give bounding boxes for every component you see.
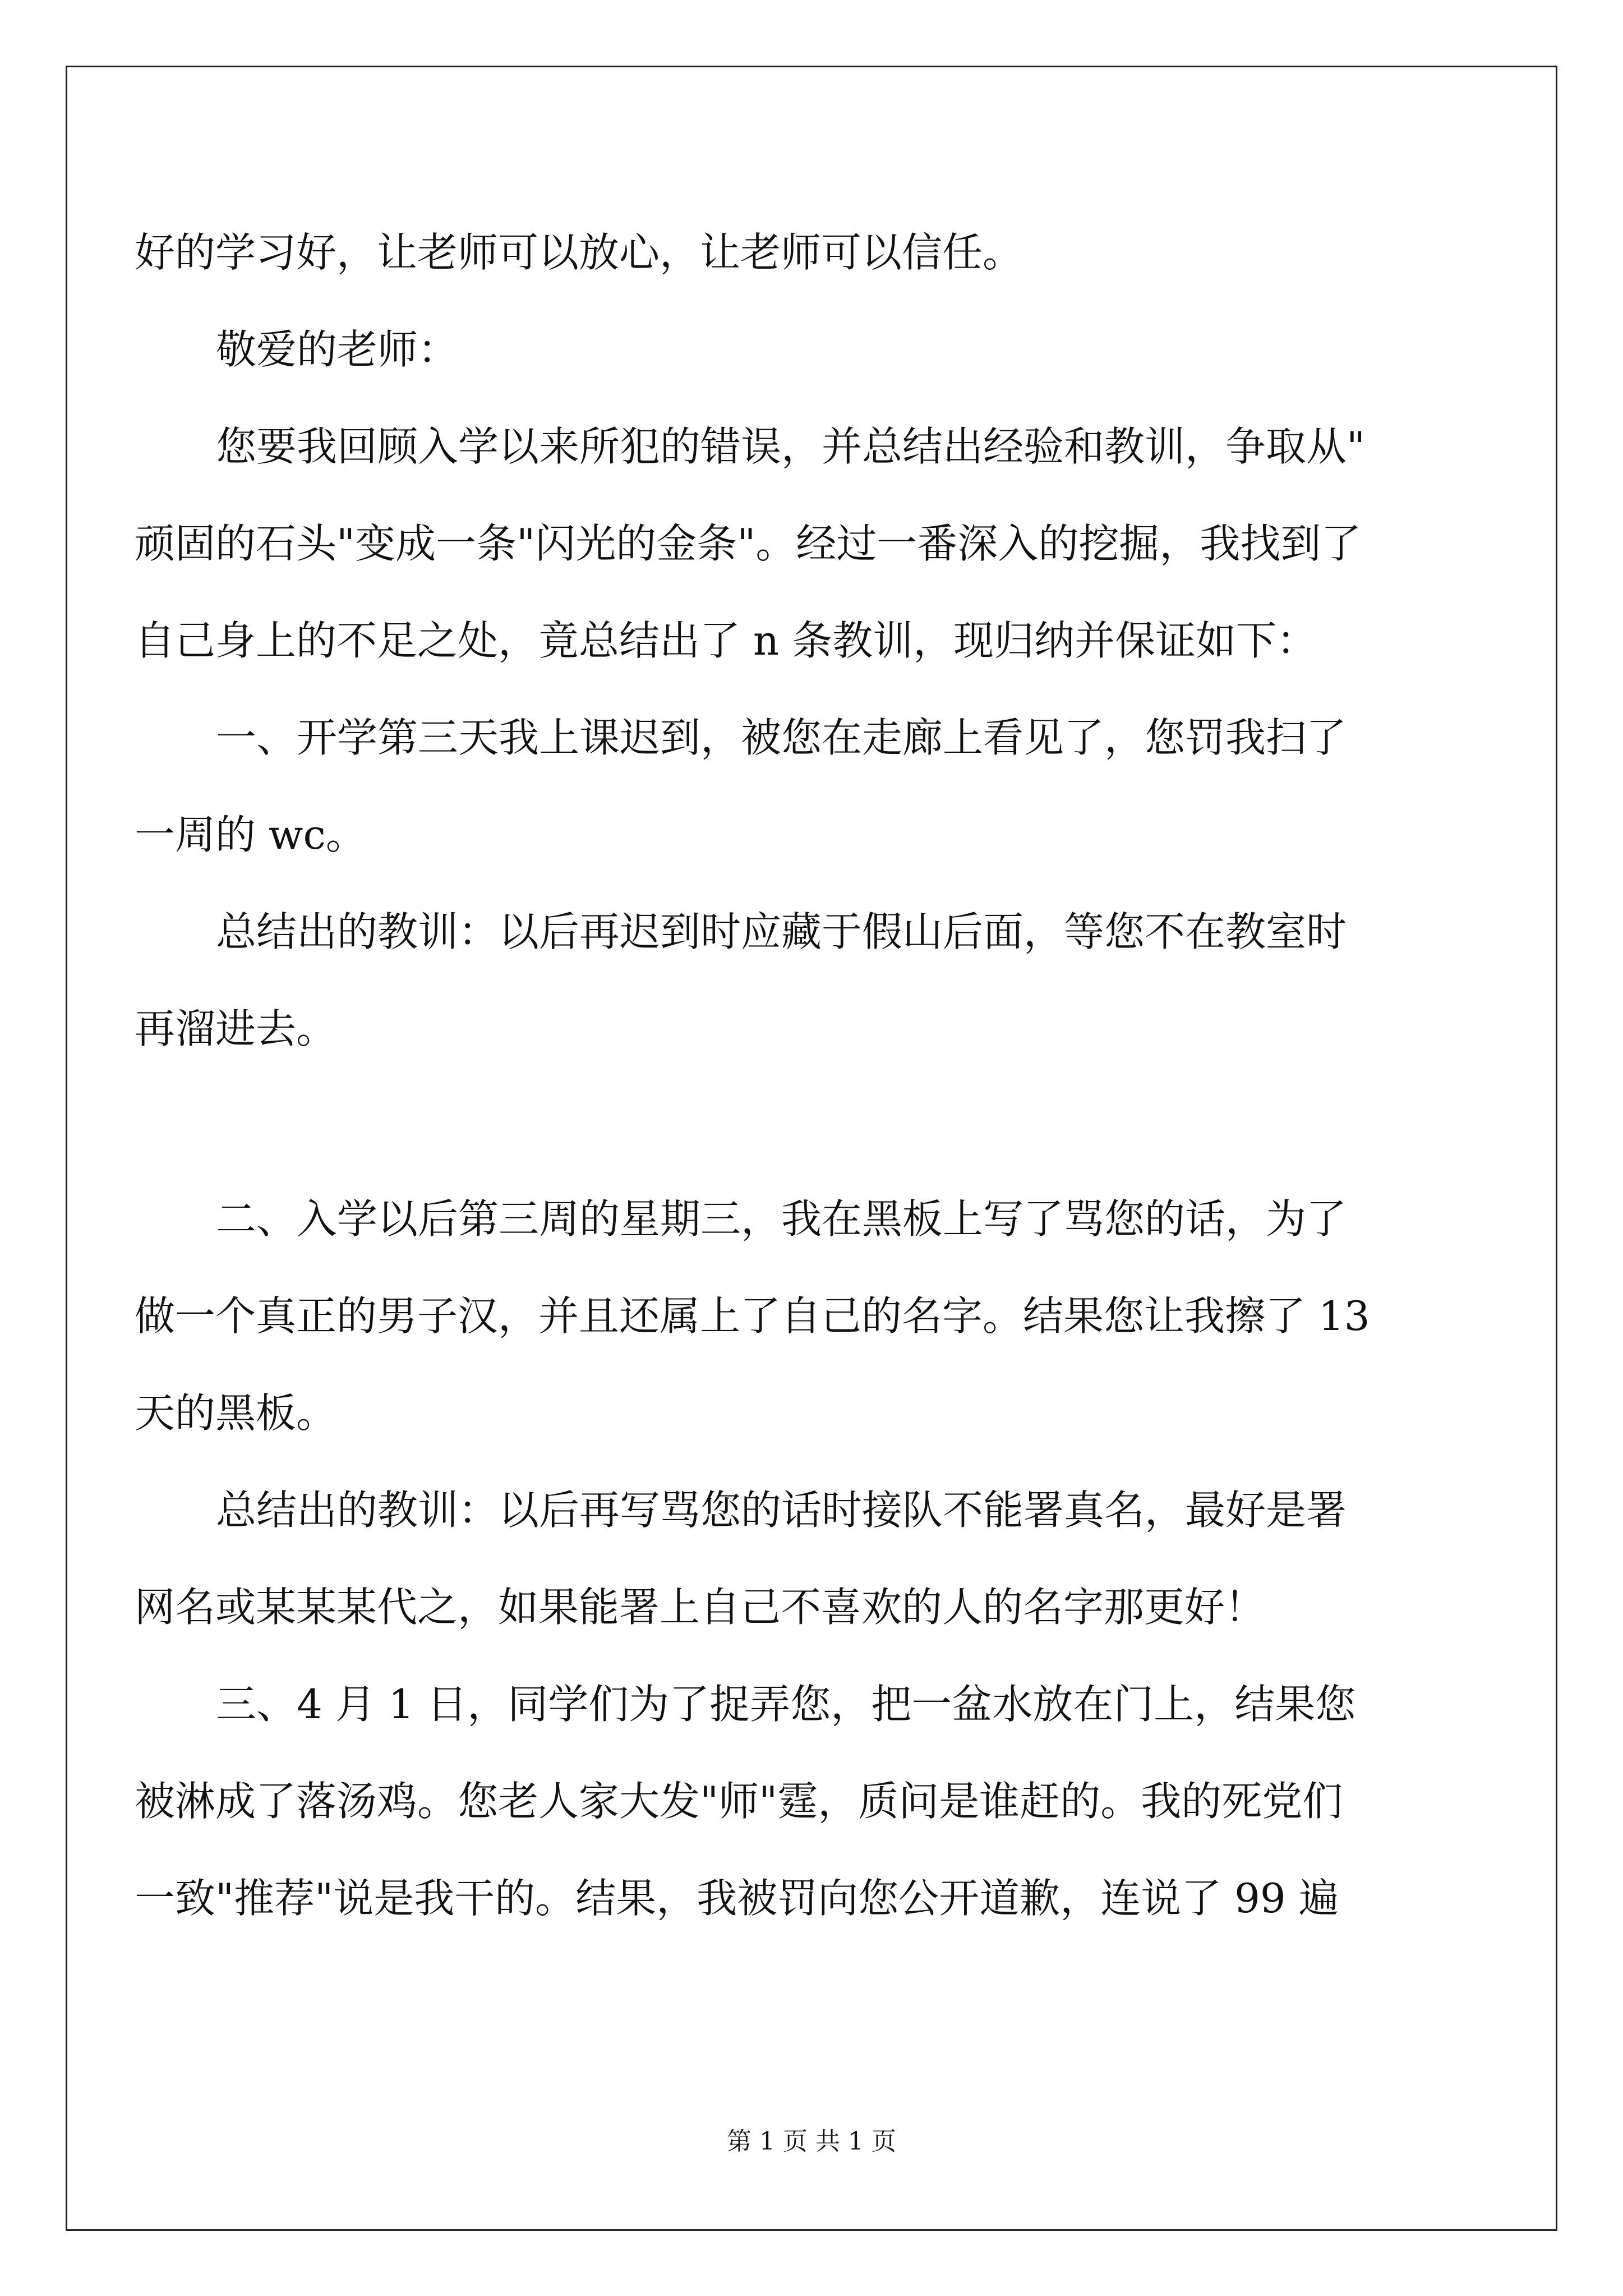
text-line: 被淋成了落汤鸡。您老人家大发"师"霆，质问是谁赶的。我的死党们 [135,1778,1343,1825]
text-line: 您要我回顾入学以来所犯的错误，并总结出经验和教训，争取从" [216,423,1366,470]
text-line: 二、入学以后第三周的星期三，我在黑板上写了骂您的话，为了 [216,1195,1347,1243]
text-line: 顽固的石头"变成一条"闪光的金条"。经过一番深入的挖掘，我找到了 [135,520,1362,567]
text-line: 自己身上的不足之处，竟总结出了 n 条教训，现归纳并保证如下： [135,617,1317,664]
text-line: 一、开学第三天我上课迟到，被您在走廊上看见了，您罚我扫了 [216,714,1347,761]
text-line: 天的黑板。 [135,1389,337,1437]
text-line: 一致"推荐"说是我干的。结果，我被罚向您公开道歉，连说了 99 遍 [135,1875,1339,1922]
text-line: 三、4 月 1 日，同学们为了捉弄您，把一盆水放在门上，结果您 [216,1681,1356,1728]
page-footer: 第 1 页 共 1 页 [727,2127,896,2156]
text-line: 好的学习好，让老师可以放心，让老师可以信任。 [135,229,1023,276]
text-line: 做一个真正的男子汉，并且还属上了自己的名字。结果您让我擦了 13 [135,1292,1370,1340]
text-line: 总结出的教训：以后再迟到时应藏于假山后面，等您不在教室时 [216,908,1347,955]
text-line: 再溜进去。 [135,1005,337,1052]
text-line: 一周的 wc。 [135,811,366,858]
text-line: 总结出的教训：以后再写骂您的话时接队不能署真名，最好是署 [216,1487,1347,1534]
text-line: 网名或某某某代之，如果能署上自己不喜欢的人的名字那更好！ [135,1584,1266,1631]
text-line: 敬爱的老师： [216,326,459,373]
